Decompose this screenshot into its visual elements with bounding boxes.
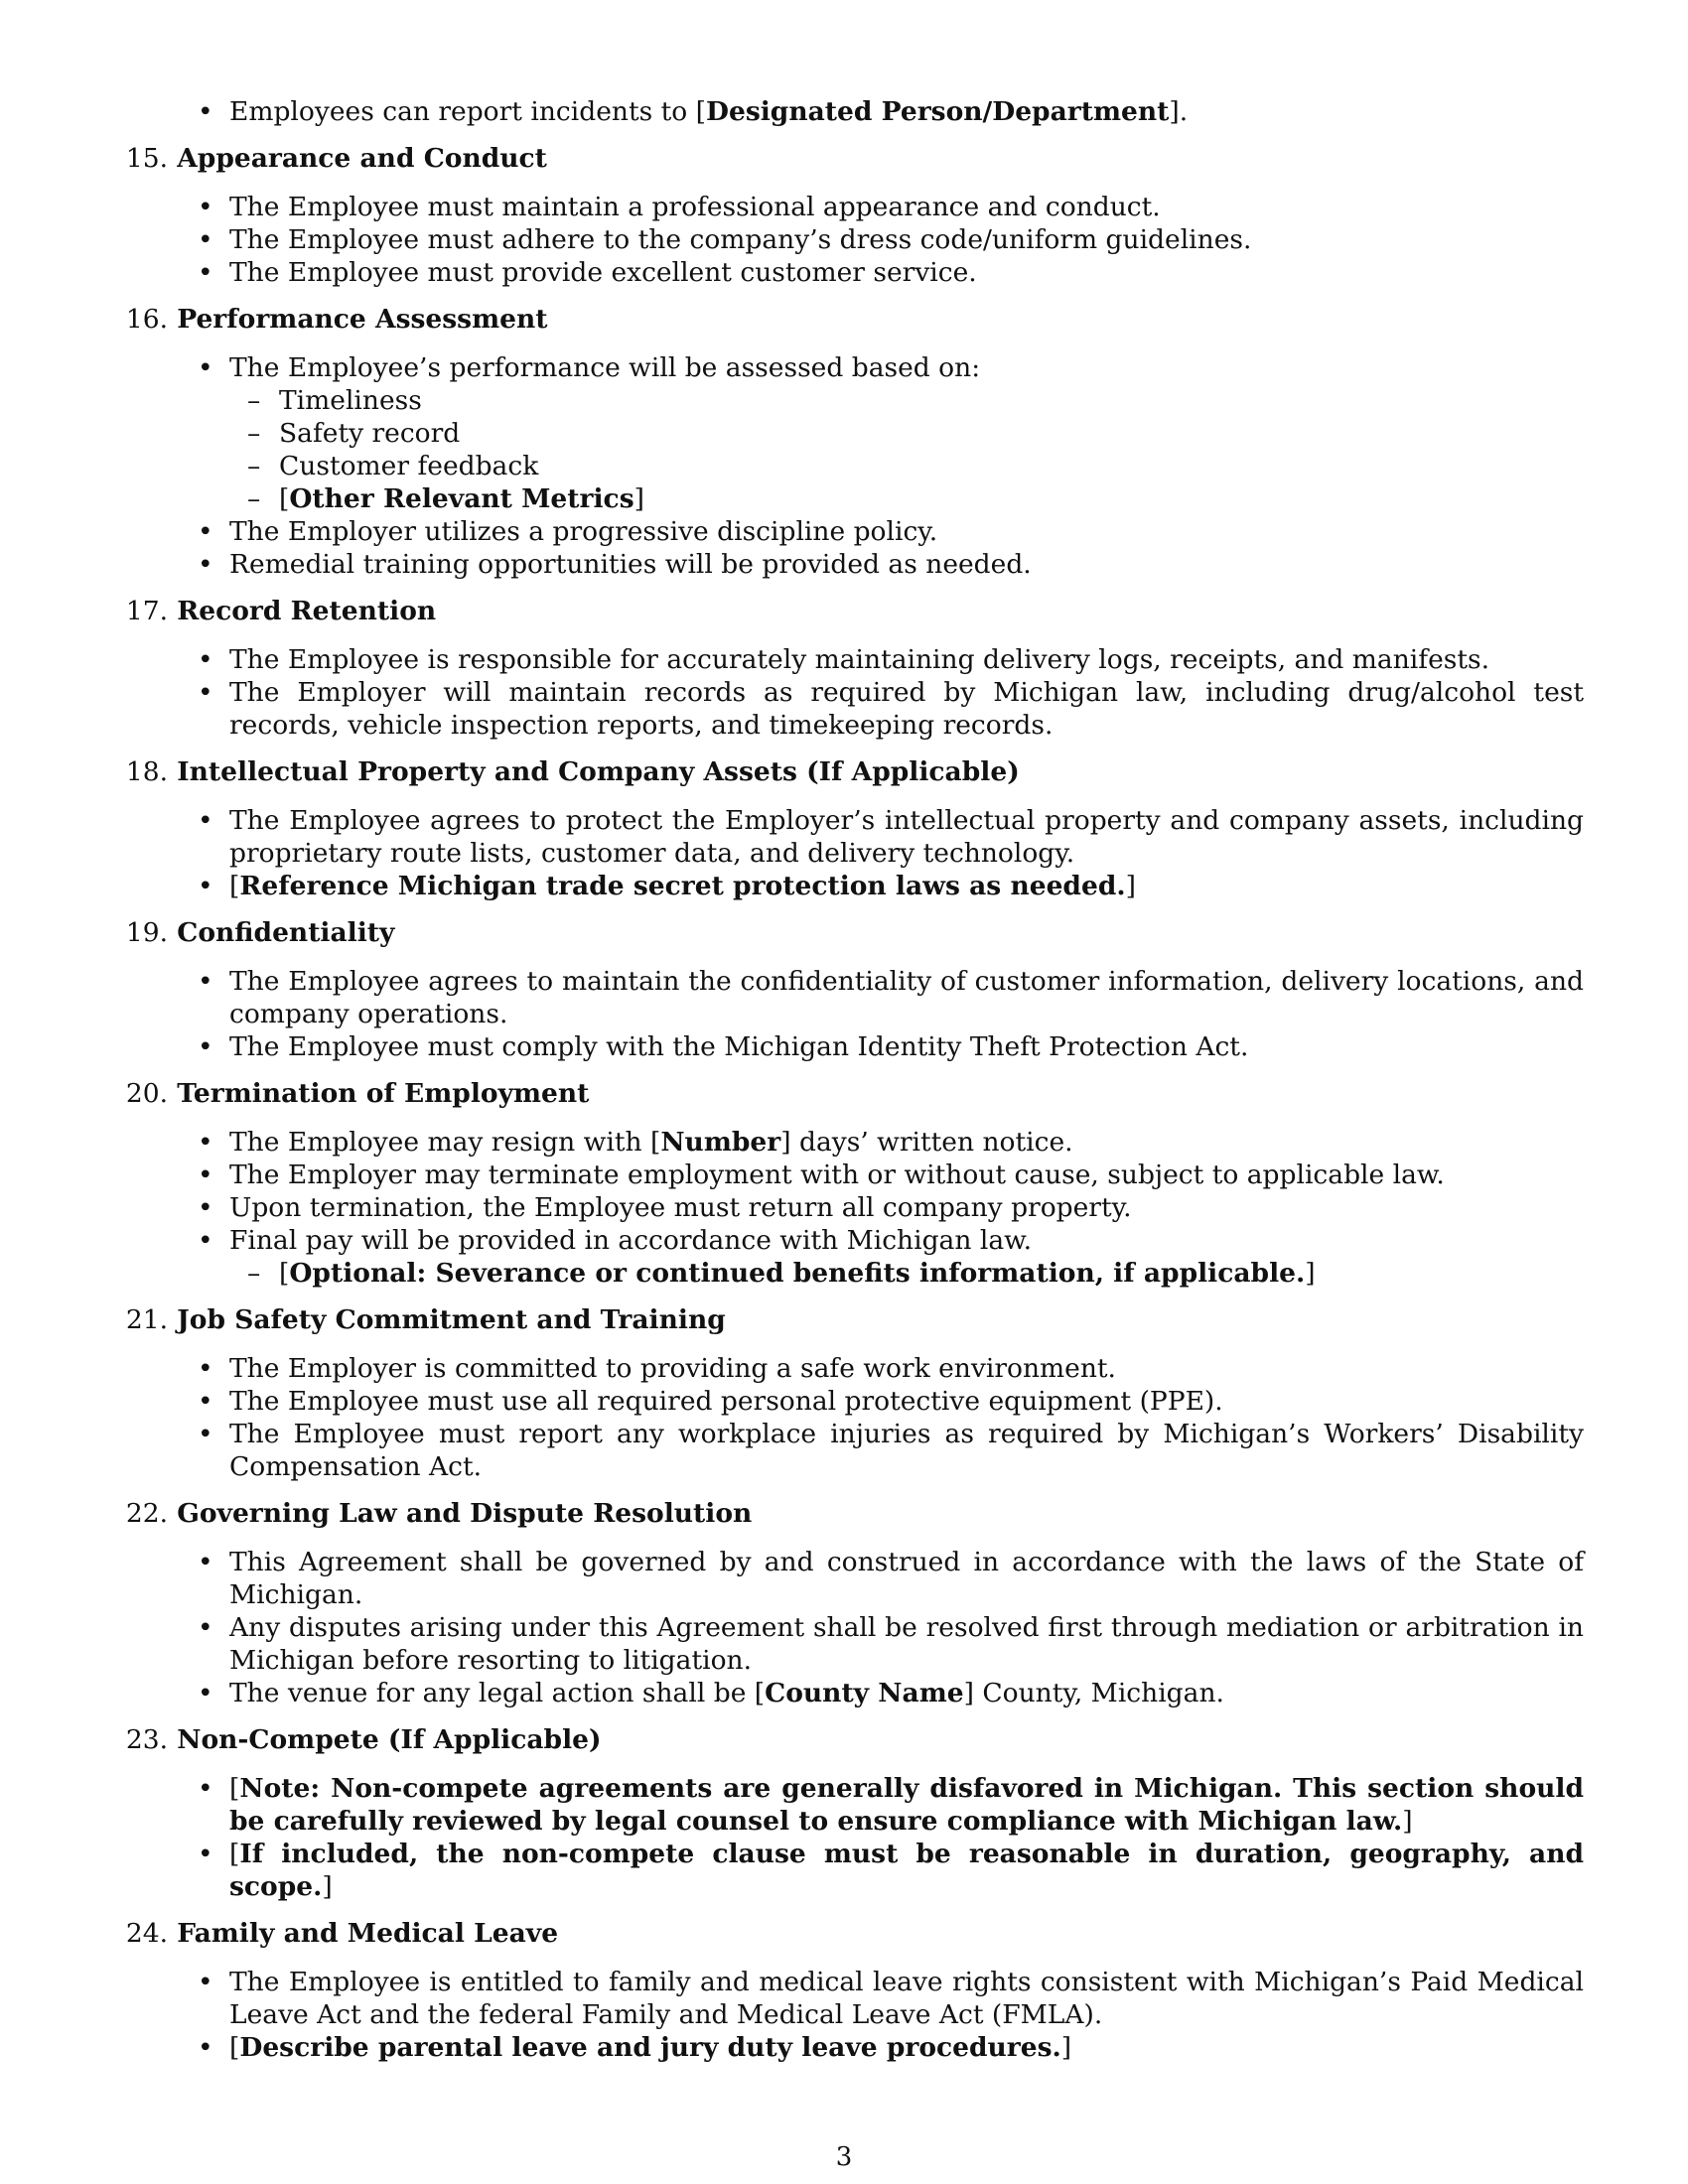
sub-list-item: – [Other Relevant Metrics]	[114, 482, 1584, 515]
list-item: • [Note: Non-compete agreements are generally disfavored in Michigan. This section should be carefully reviewed by legal counsel to ensure compliance with Michigan law.]	[114, 1772, 1584, 1838]
list-item: • This Agreement shall be governed by and construed in accordance with the laws of the State of Michigan.	[114, 1546, 1584, 1611]
list-item: • The Employer is committed to providing a safe work environment.	[114, 1352, 1584, 1385]
section-title: Record Retention	[177, 596, 437, 626]
list-item: • The Employee must provide excellent customer service.	[114, 256, 1584, 289]
sub-list	[114, 1257, 1584, 1290]
list-item: • Remedial training opportunities will be provided as needed.	[114, 548, 1584, 581]
section-number: 24.	[125, 1918, 168, 1949]
sub-list	[114, 384, 1584, 515]
list-item: • The Employee may resign with [Number] days’ written notice.	[114, 1126, 1584, 1159]
section-20	[114, 1077, 1584, 1290]
list-item: • The Employee must adhere to the company’s dress code/uniform guidelines.	[114, 223, 1584, 256]
section-title: Intellectual Property and Company Assets (If Applicable)	[177, 756, 1020, 787]
list-item: • [If included, the non-compete clause must be reasonable in duration, geography, and scope.]	[114, 1838, 1584, 1903]
section-17	[114, 595, 1584, 742]
section-23	[114, 1723, 1584, 1903]
document-body	[114, 95, 1584, 2064]
list-item: • Employees can report incidents to [Designated Person/Department].	[114, 95, 1584, 128]
list-item: • The Employee is responsible for accurately maintaining delivery logs, receipts, and manifests.	[114, 643, 1584, 676]
section-number: 18.	[125, 756, 168, 787]
section-number: 17.	[125, 596, 168, 626]
list-item: • The Employee must maintain a professional appearance and conduct.	[114, 191, 1584, 223]
list-item: • The Employee must report any workplace injuries as required by Michigan’s Workers’ Disability Compensation Act.	[114, 1418, 1584, 1483]
section-title: Confidentiality	[177, 917, 395, 948]
list-item: • Any disputes arising under this Agreement shall be resolved first through mediation or arbitration in Michigan before resorting to litigation.	[114, 1611, 1584, 1677]
list-item: • The Employee’s performance will be assessed based on:	[114, 351, 1584, 384]
section-15	[114, 142, 1584, 289]
section-19	[114, 916, 1584, 1063]
sub-list-item: – Customer feedback	[114, 450, 1584, 482]
list-item: • Upon termination, the Employee must return all company property.	[114, 1191, 1584, 1224]
list-item: • Final pay will be provided in accordance with Michigan law.	[114, 1224, 1584, 1257]
section-title: Termination of Employment	[177, 1078, 590, 1109]
section-18	[114, 755, 1584, 902]
section-title: Appearance and Conduct	[177, 143, 547, 174]
list-item: • The Employer will maintain records as required by Michigan law, including drug/alcohol test records, vehicle inspection reports, and timekeeping records.	[114, 676, 1584, 742]
section-number: 21.	[125, 1304, 168, 1335]
section-24	[114, 1917, 1584, 2064]
section-number: 20.	[125, 1078, 168, 1109]
section-22	[114, 1497, 1584, 1709]
section-number: 22.	[125, 1498, 168, 1529]
list-item: • The Employer may terminate employment with or without cause, subject to applicable law.	[114, 1159, 1584, 1191]
page-number: 3	[835, 2142, 853, 2172]
section-title: Job Safety Commitment and Training	[177, 1304, 726, 1335]
list-item: • The Employer utilizes a progressive discipline policy.	[114, 515, 1584, 548]
carryover-list	[114, 95, 1584, 128]
section-21	[114, 1303, 1584, 1483]
section-number: 19.	[125, 917, 168, 948]
list-item: • The Employee must use all required personal protective equipment (PPE).	[114, 1385, 1584, 1418]
sub-list-item: – [Optional: Severance or continued benefits information, if applicable.]	[114, 1257, 1584, 1290]
section-number: 15.	[125, 143, 168, 174]
list-item: • The Employee is entitled to family and medical leave rights consistent with Michigan’s Paid Medical Leave Act and the federal Family and Medical Leave Act (FMLA).	[114, 1966, 1584, 2031]
section-title: Family and Medical Leave	[177, 1918, 559, 1949]
section-title: Governing Law and Dispute Resolution	[177, 1498, 753, 1529]
list-item: • The Employee must comply with the Michigan Identity Theft Protection Act.	[114, 1030, 1584, 1063]
list-item: • The Employee agrees to protect the Employer’s intellectual property and company assets, including proprietary route lists, customer data, and delivery technology.	[114, 804, 1584, 870]
list-item: • The Employee agrees to maintain the confidentiality of customer information, delivery locations, and company operations.	[114, 965, 1584, 1030]
section-number: 16.	[125, 304, 168, 335]
list-item: • The venue for any legal action shall be [County Name] County, Michigan.	[114, 1677, 1584, 1709]
section-number: 23.	[125, 1724, 168, 1755]
sub-list-item: – Timeliness	[114, 384, 1584, 417]
section-title: Performance Assessment	[177, 304, 548, 335]
section-16	[114, 303, 1584, 581]
list-item: • [Describe parental leave and jury duty leave procedures.]	[114, 2031, 1584, 2064]
list-item: • [Reference Michigan trade secret protection laws as needed.]	[114, 870, 1584, 902]
sub-list-item: – Safety record	[114, 417, 1584, 450]
section-title: Non-Compete (If Applicable)	[177, 1724, 602, 1755]
